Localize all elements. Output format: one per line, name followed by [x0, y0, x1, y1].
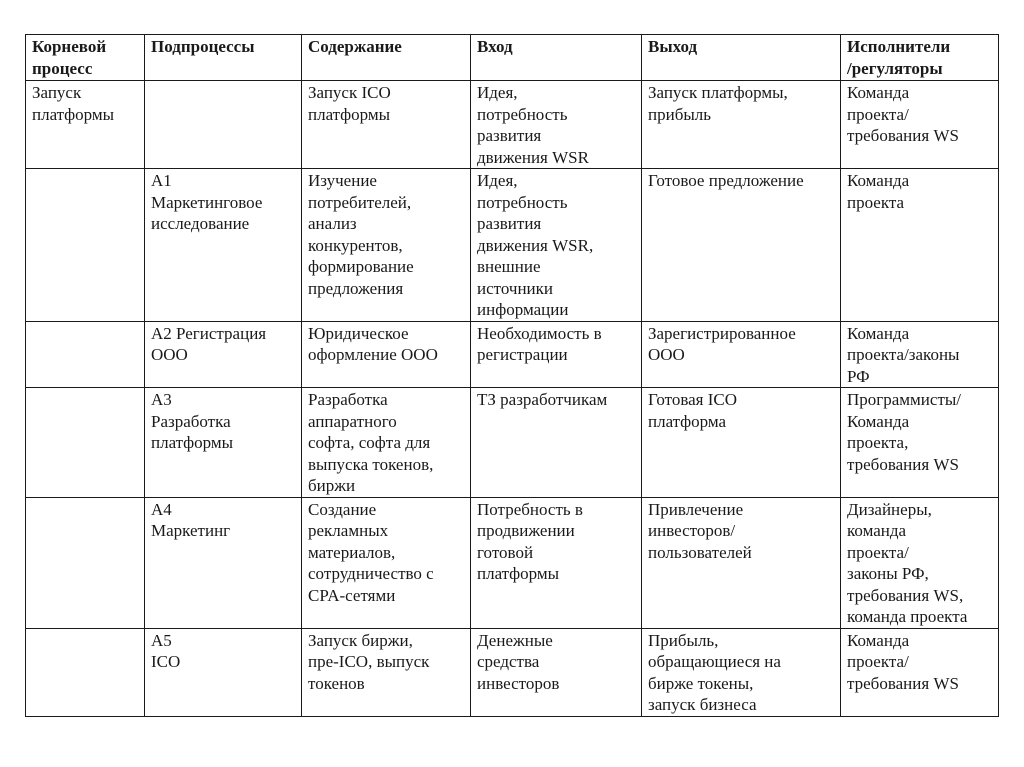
cell-content [302, 169, 471, 322]
cell-text-line: требования WS, [847, 585, 964, 605]
process-table [25, 34, 999, 717]
cell-text-line: движения WSR, [477, 235, 594, 255]
cell-performers [841, 388, 999, 498]
table-row [26, 388, 999, 498]
table-row [26, 169, 999, 322]
cell-text-line: требования WS [847, 454, 959, 474]
cell-text-line: ТЗ разработчикам [477, 390, 608, 409]
header-performers [841, 35, 999, 81]
cell-output [642, 388, 841, 498]
cell-text-line: информации [477, 300, 569, 319]
cell-text-line: выпуска токенов, [308, 454, 434, 474]
cell-text-line: внешние [477, 257, 541, 276]
cell-text-line: Запуск ICO [308, 83, 391, 102]
cell-text-line: Дизайнеры, [847, 499, 932, 519]
cell-text-line: требования WS [847, 126, 959, 145]
cell-text-line: Программисты/ [847, 390, 962, 409]
cell-text-line: Готовая ICO [648, 390, 738, 409]
cell-subprocess [145, 321, 302, 388]
cell-text-line: конкурентов, [308, 235, 403, 255]
cell-text-line: А5 [151, 630, 172, 650]
cell-text-line: проекта [847, 192, 905, 212]
cell-text-line: Запуск биржи, [308, 630, 413, 650]
cell-text-line: Команда [847, 323, 910, 343]
header-text-line: процесс [32, 58, 93, 78]
cell-text-line: Маркетинг [151, 521, 231, 540]
cell-text-line: команда [847, 521, 907, 540]
cell-root-process [26, 321, 145, 388]
cell-performers [841, 169, 999, 322]
cell-input [471, 81, 642, 169]
cell-text-line: инвесторов [477, 673, 560, 693]
cell-input [471, 497, 642, 628]
header-row [26, 35, 999, 81]
cell-performers [841, 628, 999, 716]
cell-text-line: источники [477, 278, 554, 298]
header-root-process [26, 35, 145, 81]
cell-content [302, 388, 471, 498]
header-text-line: Корневой [32, 37, 107, 56]
cell-subprocess [145, 169, 302, 322]
cell-text-line: рекламных [308, 521, 389, 540]
cell-input [471, 388, 642, 498]
cell-text-line: инвесторов/ [648, 521, 736, 540]
cell-subprocess [145, 388, 302, 498]
cell-text-line: сотрудничество с [308, 564, 434, 583]
cell-text-line: продвижении [477, 521, 575, 540]
header-output [642, 35, 841, 81]
cell-text-line: проекта/законы [847, 345, 960, 364]
cell-text-line: проекта/ [847, 652, 909, 671]
cell-content [302, 628, 471, 716]
cell-subprocess [145, 497, 302, 628]
cell-text-line: аппаратного [308, 411, 397, 431]
table-row [26, 628, 999, 716]
cell-text-line: Юридическое [308, 323, 409, 343]
cell-text-line: Зарегистрированное [648, 323, 796, 343]
cell-text-line: обращающиеся на [648, 652, 781, 671]
cell-output [642, 81, 841, 169]
header-text-line: /регуляторы [847, 58, 943, 78]
cell-text-line: законы РФ, [847, 564, 929, 583]
cell-text-line: средства [477, 652, 540, 671]
cell-root-process [26, 628, 145, 716]
cell-text-line: А4 [151, 499, 172, 519]
header-text-line: Исполнители [847, 37, 951, 56]
cell-input [471, 321, 642, 388]
cell-text-line: готовой [477, 542, 534, 562]
cell-text-line: оформление ООО [308, 345, 438, 364]
cell-text-line: потребность [477, 104, 568, 124]
cell-text-line: Запуск [32, 83, 82, 102]
cell-text-line: Прибыль, [648, 630, 719, 650]
cell-text-line: Маркетинговое [151, 192, 263, 212]
cell-text-line: формирование [308, 257, 414, 276]
table-row [26, 321, 999, 388]
cell-performers [841, 321, 999, 388]
cell-text-line: Разработка [151, 411, 231, 431]
cell-content [302, 497, 471, 628]
cell-output [642, 321, 841, 388]
cell-text-line: платформы [308, 104, 391, 124]
cell-text-line: предложения [308, 278, 404, 298]
cell-root-process [26, 169, 145, 322]
cell-text-line: Денежные [477, 630, 553, 650]
cell-content [302, 321, 471, 388]
cell-text-line: токенов [308, 673, 365, 693]
cell-text-line: А1 [151, 171, 172, 190]
cell-input [471, 628, 642, 716]
cell-text-line: Команда [847, 630, 910, 650]
header-text-line: Подпроцессы [151, 37, 255, 56]
cell-text-line: Изучение [308, 171, 377, 190]
cell-text-line: Необходимость в [477, 323, 602, 343]
cell-text-line: пре-ICO, выпуск [308, 652, 430, 671]
cell-text-line: Команда [847, 83, 910, 102]
cell-text-line: Разработка [308, 390, 388, 409]
cell-text-line: команда проекта [847, 607, 968, 626]
table-row [26, 81, 999, 169]
cell-text-line: платформы [151, 433, 234, 452]
cell-text-line: платформы [477, 564, 560, 583]
cell-text-line: ООО [151, 345, 188, 364]
cell-text-line: Потребность в [477, 499, 583, 519]
header-subprocess [145, 35, 302, 81]
cell-text-line: биржи [308, 476, 356, 495]
cell-subprocess [145, 628, 302, 716]
cell-text-line: проекта/ [847, 542, 909, 562]
cell-output [642, 169, 841, 322]
cell-text-line: CPA-сетями [308, 585, 396, 605]
cell-text-line: Привлечение [648, 499, 744, 519]
cell-output [642, 628, 841, 716]
cell-text-line: софта, софта для [308, 433, 431, 452]
cell-text-line: исследование [151, 214, 250, 233]
header-text-line: Содержание [308, 37, 402, 56]
cell-text-line: движения WSR [477, 147, 589, 167]
cell-text-line: Готовое предложение [648, 171, 804, 190]
cell-subprocess [145, 81, 302, 169]
cell-text-line: ICO [151, 652, 181, 671]
cell-content [302, 81, 471, 169]
table-body [26, 81, 999, 717]
cell-text-line: пользователей [648, 542, 752, 562]
cell-text-line: материалов, [308, 542, 396, 562]
cell-text-line: проекта, [847, 433, 909, 452]
cell-text-line: Создание [308, 499, 377, 519]
cell-text-line: потребителей, [308, 192, 412, 212]
cell-text-line: бирже токены, [648, 673, 754, 693]
cell-text-line: развития [477, 126, 542, 145]
cell-text-line: А3 [151, 390, 172, 409]
cell-performers [841, 497, 999, 628]
cell-text-line: анализ [308, 214, 357, 233]
header-content [302, 35, 471, 81]
cell-text-line: проекта/ [847, 104, 909, 124]
cell-text-line: требования WS [847, 673, 959, 693]
header-text-line: Вход [477, 37, 513, 56]
cell-output [642, 497, 841, 628]
table-row [26, 497, 999, 628]
cell-text-line: Идея, [477, 83, 518, 102]
cell-text-line: Идея, [477, 171, 518, 190]
cell-text-line: платформа [648, 411, 727, 431]
cell-root-process [26, 497, 145, 628]
cell-input [471, 169, 642, 322]
cell-root-process [26, 81, 145, 169]
cell-text-line: запуск бизнеса [648, 695, 757, 714]
header-text-line: Выход [648, 37, 698, 56]
cell-text-line: РФ [847, 366, 870, 386]
header-input [471, 35, 642, 81]
cell-text-line: развития [477, 214, 542, 233]
cell-text-line: Команда [847, 171, 910, 190]
cell-text-line: регистрации [477, 345, 568, 364]
cell-root-process [26, 388, 145, 498]
cell-text-line: Запуск платформы, [648, 83, 788, 102]
cell-text-line: А2 Регистрация [151, 323, 267, 343]
cell-text-line: потребность [477, 192, 568, 212]
cell-performers [841, 81, 999, 169]
cell-text-line: ООО [648, 345, 685, 364]
cell-text-line: Команда [847, 411, 910, 431]
cell-text-line: прибыль [648, 104, 712, 124]
cell-text-line: платформы [32, 104, 115, 124]
